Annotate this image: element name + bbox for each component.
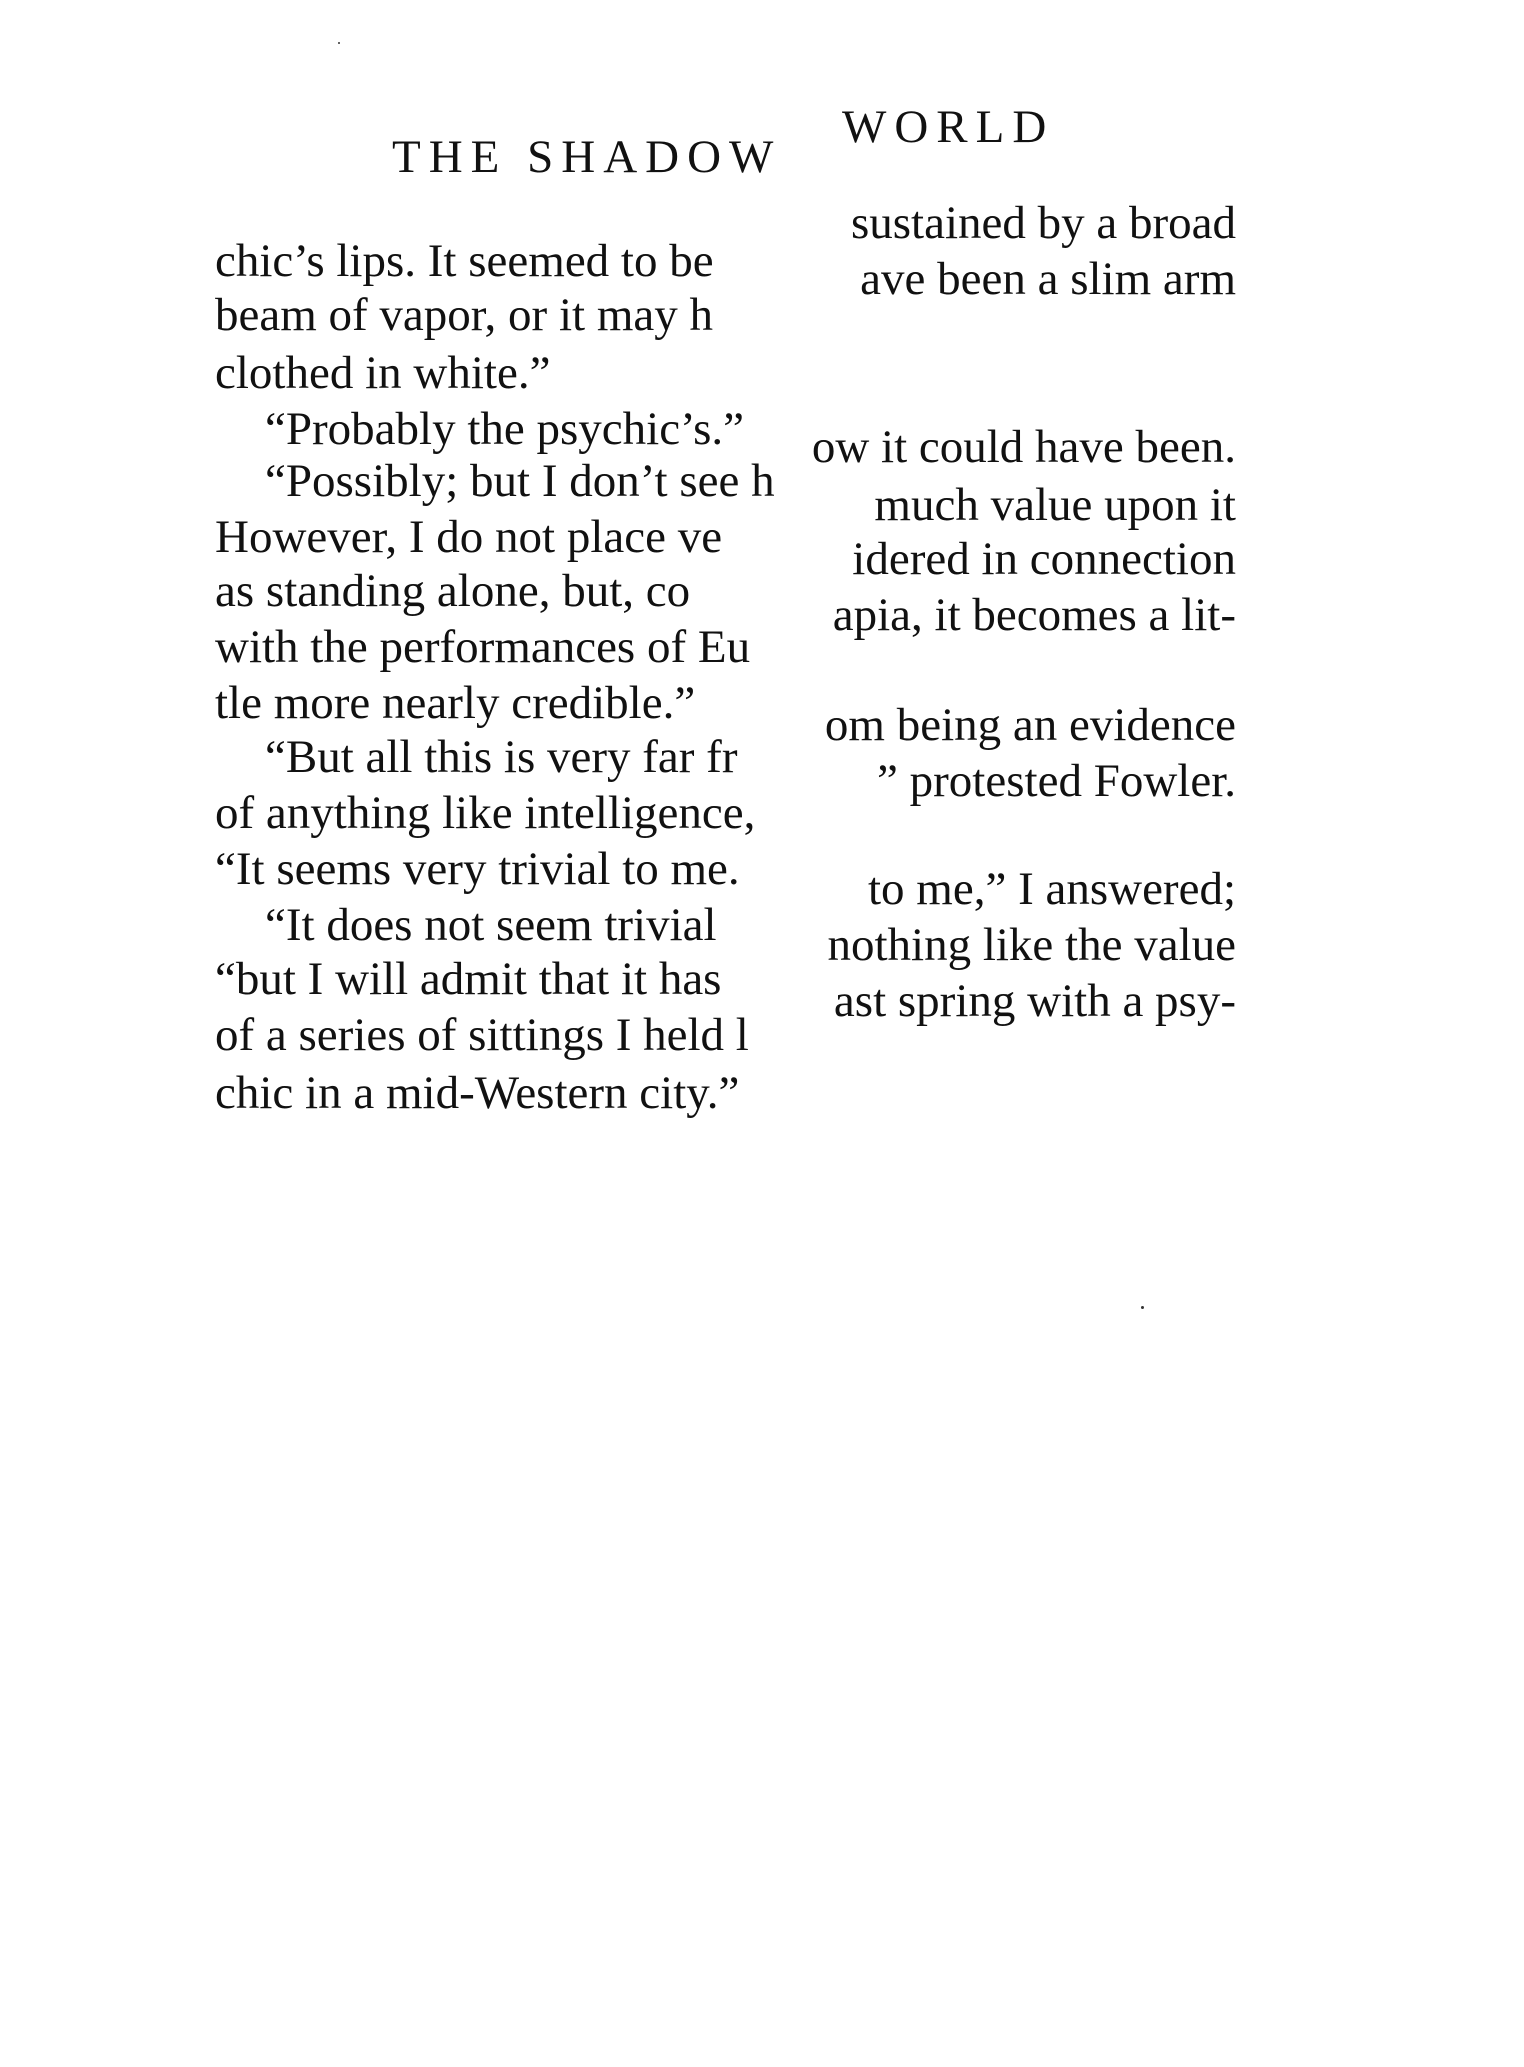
text-line: om being an evidence [824,699,1236,751]
text-line: ” protested Fowler. [877,755,1236,807]
scan-speck [1141,1306,1144,1309]
text-line: “but I will admit that it has [215,953,722,1005]
text-line: apia, it becomes a lit- [832,589,1236,641]
text-line: of anything like intelligence, [215,787,756,839]
scan-speck [338,42,340,44]
text-line: tle more nearly credible.” [215,677,696,729]
text-line: ow it could have been. [811,421,1236,473]
text-line: with the performances of Eu [215,621,751,673]
text-line: “It does not seem trivial [265,899,717,951]
text-line: “Probably the psychic’s.” [265,403,745,455]
text-line: chic in a mid-Western city.” [215,1067,740,1119]
text-line: “Possibly; but I don’t see h [265,455,775,507]
text-line: as standing alone, but, co [215,565,691,617]
text-line: much value upon it [874,479,1236,531]
running-head-left: THE SHADOW [392,131,782,183]
text-line: of a series of sittings I held l [215,1009,749,1061]
text-line: ast spring with a psy- [833,975,1236,1027]
text-line: idered in connection [852,533,1236,585]
text-line: sustained by a broad [850,197,1236,249]
text-line: chic’s lips. It seemed to be [215,235,714,287]
text-line: However, I do not place ve [215,511,723,563]
text-line: ave been a slim arm [860,253,1236,305]
running-head-right: WORLD [842,101,1055,153]
text-line: “It seems very trivial to me. [215,843,740,895]
text-line: clothed in white.” [215,347,551,399]
text-line: “But all this is very far fr [265,731,738,783]
text-line: beam of vapor, or it may h [215,289,713,341]
text-line: nothing like the value [827,919,1236,971]
text-line: to me,” I answered; [867,863,1236,915]
